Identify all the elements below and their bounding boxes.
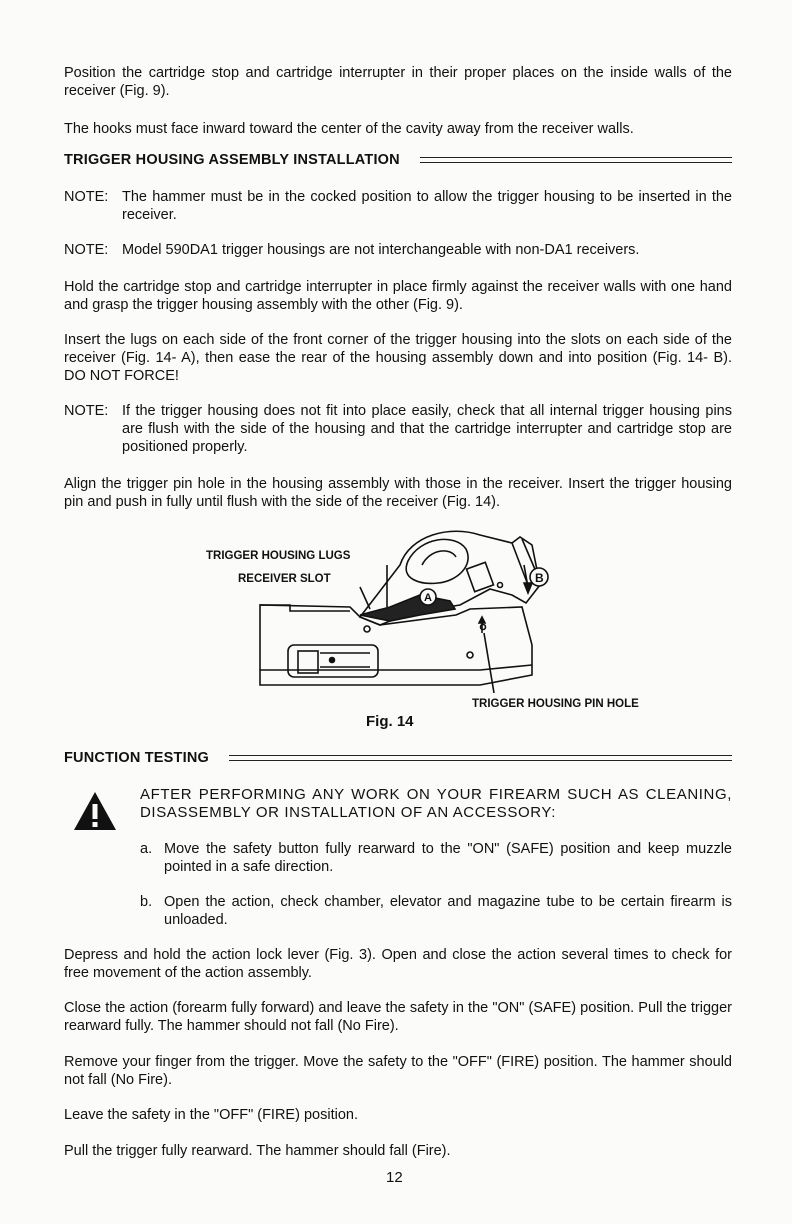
paragraph-cartridge-stop: Position the cartridge stop and cartridge interrupter in their proper places on the inside walls of the receiver (Fig. 9).	[64, 65, 732, 99]
arrow-pin-head	[479, 617, 485, 623]
list-text: Open the action, check chamber, elevator and magazine tube to be certain firearm is unloaded.	[164, 894, 732, 928]
paragraph-leave-safety: Leave the safety in the "OFF" (FIRE) position.	[64, 1107, 358, 1123]
window-pin	[330, 658, 335, 663]
leader-slot	[360, 587, 370, 609]
housing-block	[466, 562, 493, 591]
paragraph-remove-finger: Remove your finger from the trigger. Move the safety to the "OFF" (FIRE) position. The hammer should not fall (No Fire).	[64, 1054, 732, 1088]
paragraph-hooks: The hooks must face inward toward the center of the cavity away from the receiver walls.	[64, 121, 634, 137]
heading-rule	[420, 157, 732, 163]
paragraph-close-action: Close the action (forearm fully forward) and leave the safety in the "ON" (SAFE) position. Pull the trigger rearward fully. The hammer should not fall (No Fire).	[64, 1000, 732, 1034]
housing-pin	[498, 583, 503, 588]
paragraph-insert-lugs: Insert the lugs on each side of the front corner of the trigger housing into the slots on each side of the receiver (Fig. 14- A), then ease the rear of the housing assembly down and into position (Fig. 14- B). DO NOT FORCE!	[64, 332, 732, 384]
warning-text: AFTER PERFORMING ANY WORK ON YOUR FIREARM SUCH AS CLEANING, DISASSEMBLY OR INSTALLATION OF AN ACCESSORY:	[140, 786, 732, 821]
pin-hole-front	[364, 626, 370, 632]
list-marker: a.	[140, 841, 153, 857]
section-trigger-housing	[64, 150, 732, 170]
label-receiver-slot: RECEIVER SLOT	[238, 573, 331, 585]
trigger-guard-inner	[422, 551, 456, 565]
receiver-bottom-line	[260, 665, 532, 670]
trigger-guard	[406, 539, 468, 583]
heading-function-testing: FUNCTION TESTING	[64, 750, 209, 766]
callout-a: A	[424, 592, 432, 604]
heading-rule	[229, 755, 732, 761]
label-trigger-housing-lugs: TRIGGER HOUSING LUGS	[206, 550, 351, 562]
list-text: Move the safety button fully rearward to the "ON" (SAFE) position and keep muzzle pointed in a safe direction.	[164, 841, 732, 875]
paragraph-action-lock: Depress and hold the action lock lever (Fig. 3). Open and close the action several times to check for free movement of the action assembly.	[64, 947, 732, 981]
warning-icon	[72, 790, 118, 832]
arrow-b-head	[524, 583, 532, 593]
label-trigger-housing-pin-hole: TRIGGER HOUSING PIN HOLE	[472, 698, 639, 710]
paragraph-align-pin-hole: Align the trigger pin hole in the housing assembly with those in the receiver. Insert the trigger housing pin and push in fully until flush with the side of the receiver (Fig. 14).	[64, 476, 732, 510]
paragraph-pull-trigger: Pull the trigger fully rearward. The hammer should fall (Fire).	[64, 1143, 451, 1159]
list-item	[140, 893, 732, 929]
figure-caption: Fig. 14	[366, 713, 414, 730]
paragraph-hold-cartridge-stop: Hold the cartridge stop and cartridge interrupter in place firmly against the receiver walls with one hand and grasp the trigger housing assembly with the other (Fig. 9).	[64, 279, 732, 313]
note-label: NOTE:	[64, 403, 109, 419]
callout-b: B	[535, 571, 544, 585]
heading-trigger-housing: TRIGGER HOUSING ASSEMBLY INSTALLATION	[64, 152, 400, 168]
note-label: NOTE:	[64, 242, 109, 258]
pin-hole-rear	[467, 652, 473, 658]
section-function-testing	[64, 748, 732, 768]
note-text: Model 590DA1 trigger housings are not interchangeable with non-DA1 receivers.	[122, 242, 640, 258]
note-label: NOTE:	[64, 189, 109, 205]
note-trigger-housing-fit	[64, 402, 732, 456]
list-item	[140, 840, 732, 876]
note-text: The hammer must be in the cocked position to allow the trigger housing to be inserted in the receiver.	[122, 189, 732, 223]
note-text: If the trigger housing does not fit into place easily, check that all internal trigger housing pins are flush with the side of the housing and that the cartridge interrupter and cartridge stop are positioned properly.	[122, 403, 732, 455]
list-marker: b.	[140, 894, 153, 910]
note-cocked-hammer	[64, 188, 732, 224]
page-number: 12	[386, 1169, 403, 1186]
note-model-590da1	[64, 241, 732, 259]
